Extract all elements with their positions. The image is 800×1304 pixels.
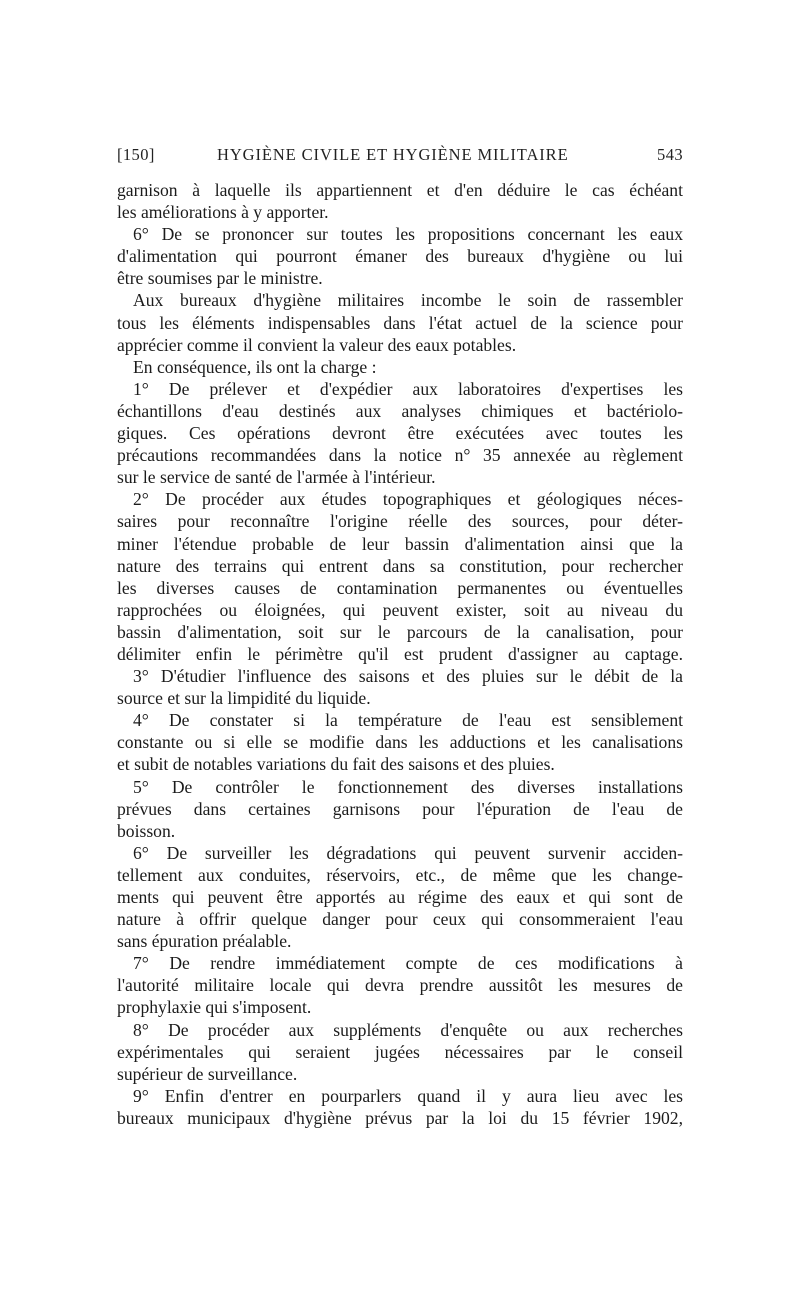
- paragraph-continuation: [117, 179, 683, 223]
- paragraph-item-5: [117, 776, 683, 842]
- paragraph-item-1: [117, 378, 683, 488]
- text-line: être soumises par le ministre.: [117, 268, 323, 289]
- text-line: prévues dans certaines garnisons pour l'épuration de l'eau de: [117, 798, 683, 819]
- text-line: garnison à laquelle ils appartiennent et d'en déduire le cas échéant: [117, 180, 683, 200]
- text-line: 1° De prélever et d'expédier aux laboratoires d'expertises les: [133, 378, 683, 399]
- text-line: 9° Enfin d'entrer en pourparlers quand il y aura lieu avec les: [133, 1085, 683, 1106]
- text-line: et subit de notables variations du fait des saisons et des pluies.: [117, 754, 555, 775]
- text-line: boisson.: [117, 820, 176, 841]
- text-line: constante ou si elle se modifie dans les adductions et les canalisations: [117, 732, 683, 753]
- text-line: expérimentales qui seraient jugées nécessaires par le conseil: [117, 1041, 683, 1062]
- page-body: [117, 179, 683, 1129]
- text-line: précautions recommandées dans la notice n° 35 annexée au règlement: [117, 445, 683, 466]
- text-line: les diverses causes de contamination permanentes ou éventuelles: [117, 577, 683, 598]
- page-number: 543: [657, 145, 683, 164]
- text-line: 3° D'étudier l'influence des saisons et des pluies sur le débit de la: [133, 666, 683, 687]
- paragraph-item-3: [117, 665, 683, 709]
- text-line: bassin d'alimentation, soit sur le parcours de la canalisation, pour: [117, 621, 683, 642]
- text-line: source et sur la limpidité du liquide.: [117, 688, 371, 709]
- text-line: échantillons d'eau destinés aux analyses chimiques et bactériolo-: [117, 400, 683, 421]
- text-line: 4° De constater si la température de l'eau est sensiblement: [133, 710, 683, 731]
- text-line: les améliorations à y apporter.: [117, 202, 329, 223]
- paragraph-item-6-conseil: [117, 223, 683, 289]
- paragraph-item-7: [117, 952, 683, 1018]
- text-line: apprécier comme il convient la valeur des eaux potables.: [117, 334, 517, 355]
- text-line: d'alimentation qui pourront émaner des bureaux d'hygiène ou lui: [117, 246, 683, 267]
- paragraph-bureaux-hygiene: [117, 289, 683, 355]
- text-line: supérieur de surveillance.: [117, 1063, 298, 1084]
- paragraph-item-8: [117, 1019, 683, 1085]
- paragraph-item-2: [117, 488, 683, 665]
- text-line: 6° De se prononcer sur toutes les propositions concernant les eaux: [133, 224, 683, 245]
- running-title: HYGIÈNE CIVILE ET HYGIÈNE MILITAIRE: [217, 145, 569, 164]
- text-line: 2° De procéder aux études topographiques et géologiques néces-: [133, 489, 683, 510]
- text-line: 5° De contrôler le fonctionnement des diverses installations: [133, 776, 683, 797]
- text-line: bureaux municipaux d'hygiène prévus par la loi du 15 février 1902,: [117, 1107, 683, 1128]
- text-line: rapprochées ou éloignées, qui peuvent exister, soit au niveau du: [117, 599, 683, 620]
- text-line: prophylaxie qui s'imposent.: [117, 997, 312, 1018]
- text-line: giques. Ces opérations devront être exécutées avec toutes les: [117, 423, 683, 444]
- text-line: tellement aux conduites, réservoirs, etc., de même que les change-: [117, 864, 683, 885]
- text-line: délimiter enfin le périmètre qu'il est prudent d'assigner au captage.: [117, 643, 683, 664]
- text-line: nature des terrains qui entrent dans sa constitution, pour rechercher: [117, 555, 683, 576]
- text-line: l'autorité militaire locale qui devra prendre aussitôt les mesures de: [117, 975, 683, 996]
- paragraph-consequence: [117, 356, 683, 378]
- text-line: nature à offrir quelque danger pour ceux qui consommeraient l'eau: [117, 909, 683, 930]
- text-line: sur le service de santé de l'armée à l'intérieur.: [117, 467, 436, 488]
- running-header: [117, 145, 683, 169]
- paragraph-item-6: [117, 842, 683, 952]
- text-line: Aux bureaux d'hygiène militaires incombe le soin de rassembler: [133, 290, 683, 311]
- text-line: tous les éléments indispensables dans l'état actuel de la science pour: [117, 312, 683, 333]
- text-line: 6° De surveiller les dégradations qui peuvent survenir acciden-: [133, 842, 683, 863]
- page-reference: [150]: [117, 145, 155, 164]
- text-line: 7° De rendre immédiatement compte de ces modifications à: [133, 953, 683, 974]
- paragraph-item-9: [117, 1085, 683, 1129]
- text-line: sans épuration préalable.: [117, 931, 292, 952]
- text-line: miner l'étendue probable de leur bassin d'alimentation ainsi que la: [117, 533, 683, 554]
- paragraph-item-4: [117, 709, 683, 775]
- text-line: saires pour reconnaître l'origine réelle des sources, pour déter-: [117, 511, 683, 532]
- text-line: En conséquence, ils ont la charge :: [133, 356, 377, 377]
- text-line: 8° De procéder aux suppléments d'enquête ou aux recherches: [133, 1019, 683, 1040]
- text-line: ments qui peuvent être apportés au régime des eaux et qui sont de: [117, 887, 683, 907]
